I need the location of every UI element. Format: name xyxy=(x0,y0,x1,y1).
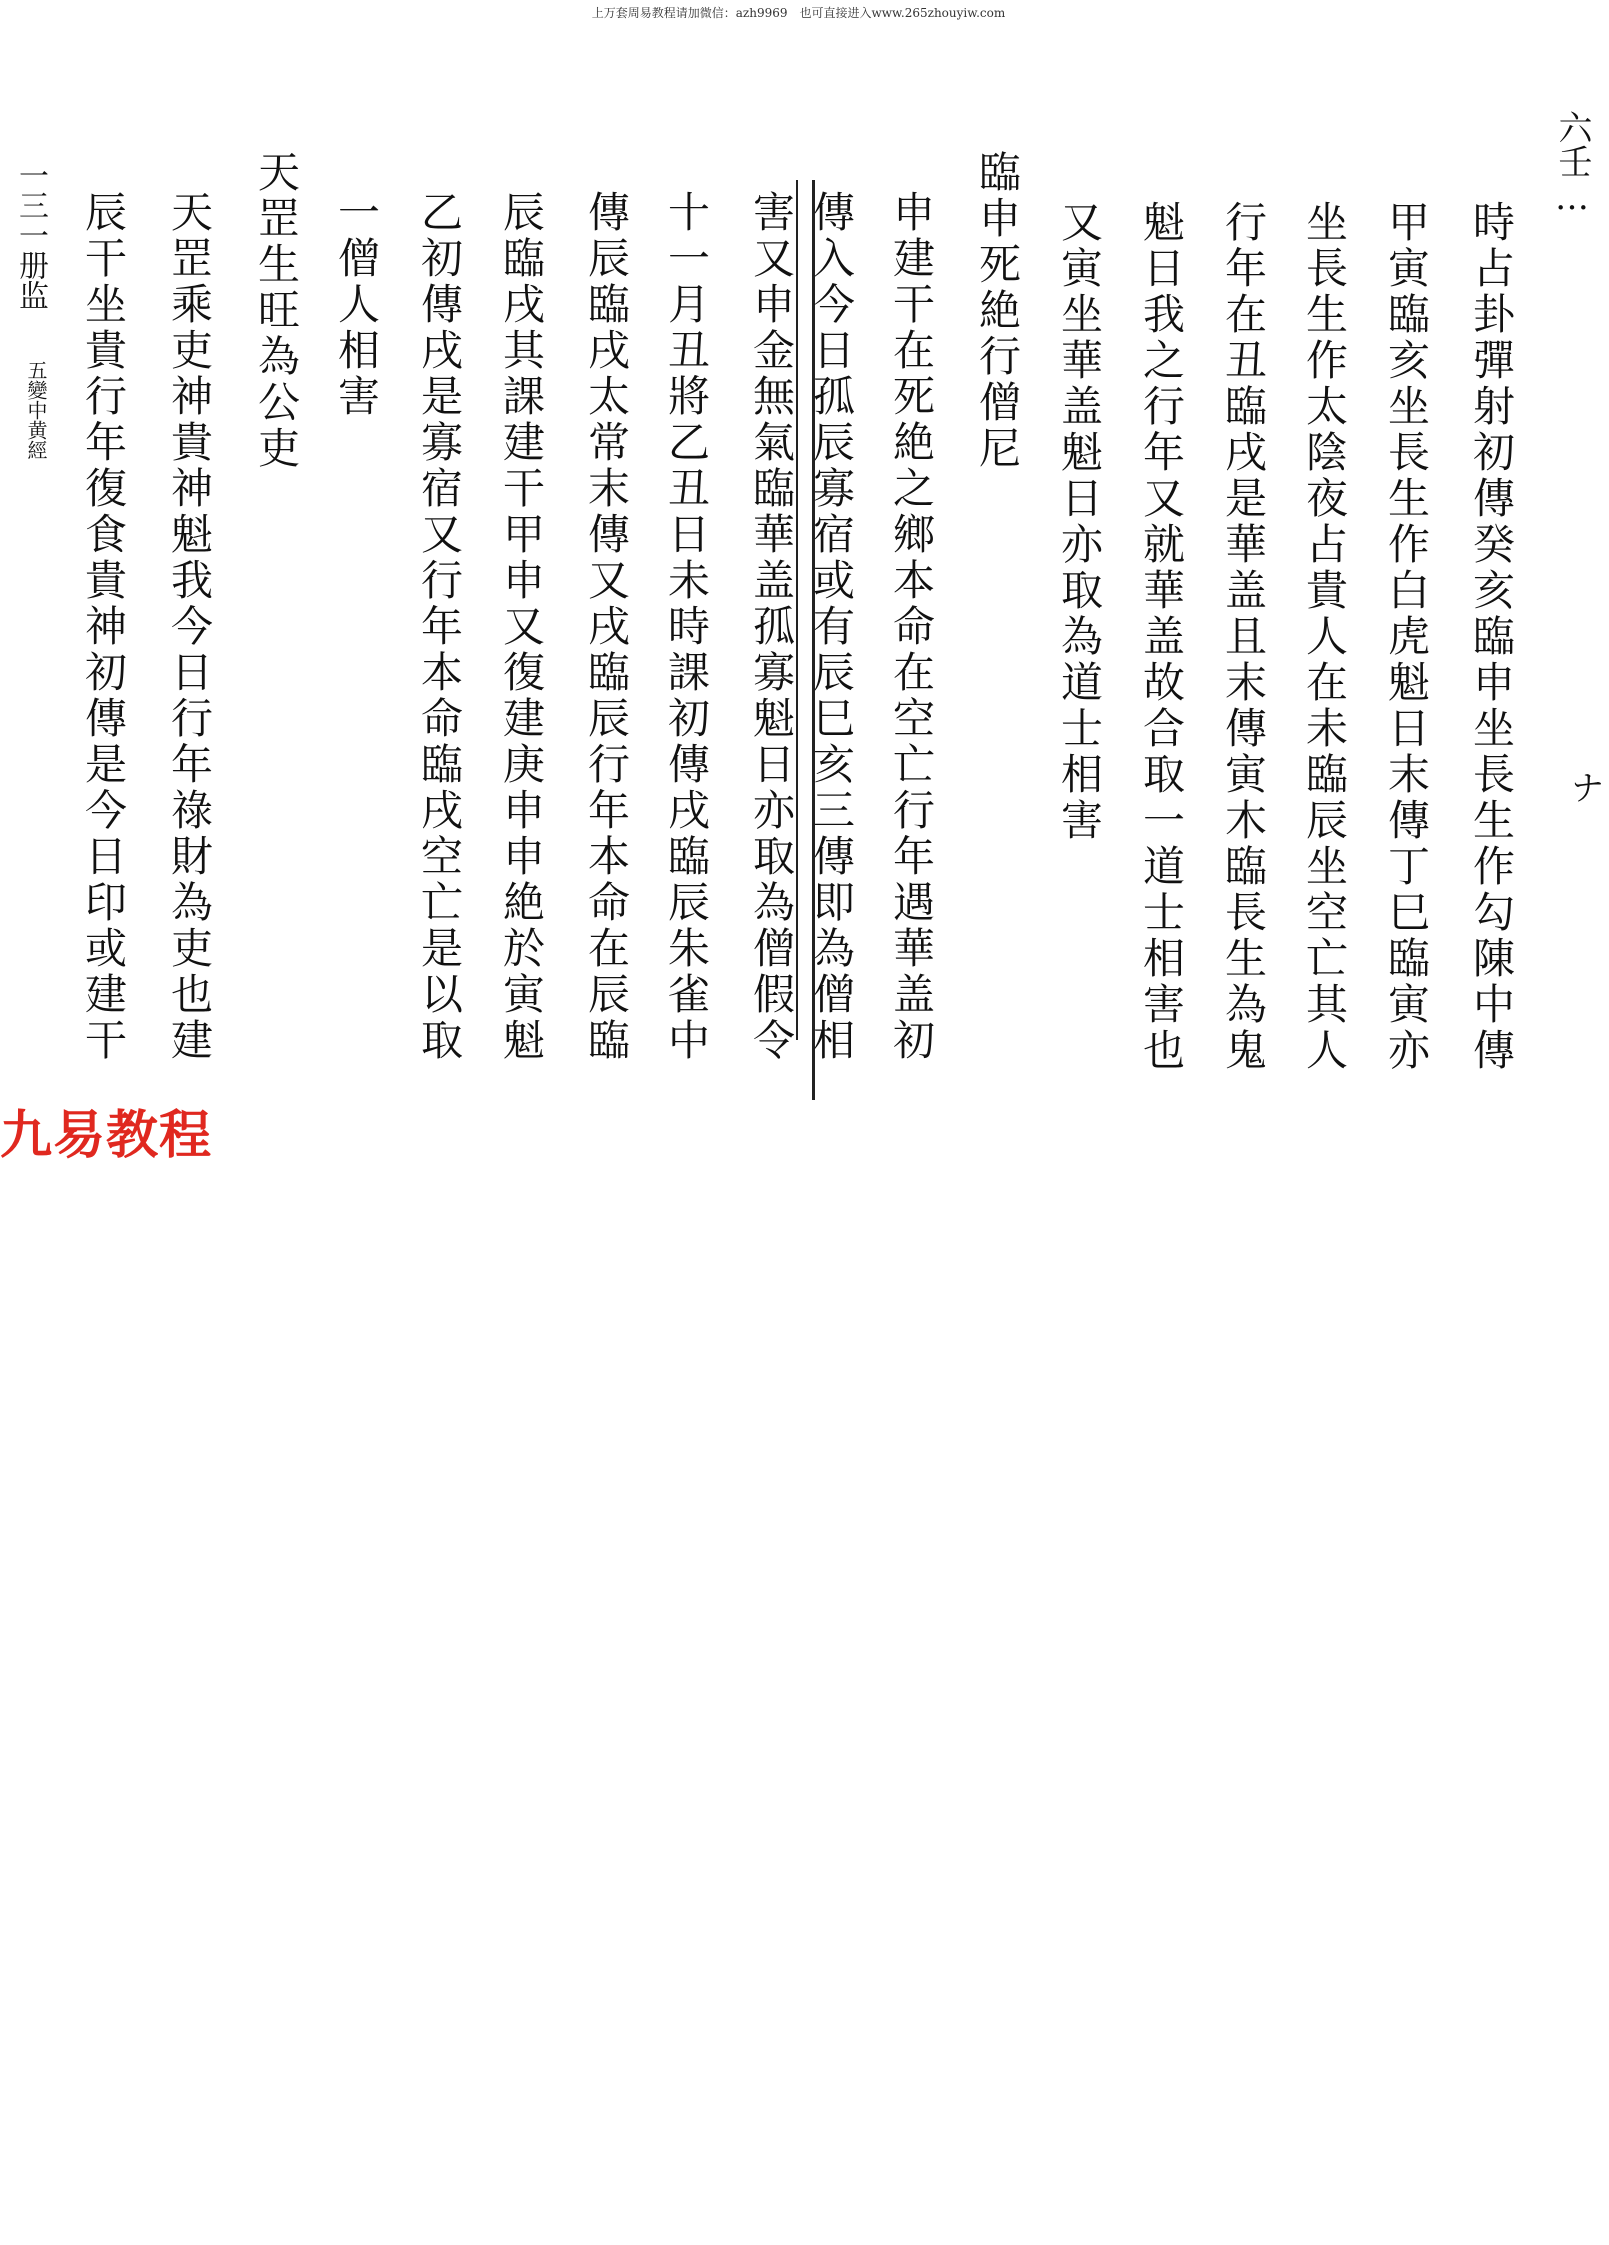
text-column-14: 乙初傳戌是寡宿又行年本命臨戌空亡是以取 xyxy=(415,190,464,1064)
text-column-15: 一僧人相害 xyxy=(332,190,381,420)
text-column-16: 天罡生旺為公吏 xyxy=(252,150,301,472)
text-column-18: 辰干坐貴行年復食貴神初傳是今日印或建干 xyxy=(79,190,128,1064)
text-column-7: 臨申死絶行僧尼 xyxy=(973,150,1022,472)
scanned-page xyxy=(0,110,1604,1074)
text-column-5: 魁日我之行年又就華盖故合取一道士相害也 xyxy=(1137,200,1186,1074)
text-column-10: 害又申金無氣臨華盖孤寡魁日亦取為僧假令 xyxy=(747,190,796,1064)
text-column-2: 甲寅臨亥坐長生作白虎魁日末傳丁巳臨寅亦 xyxy=(1382,200,1431,1074)
text-column-13: 辰臨戌其課建干甲申又復建庚申申絶於寅魁 xyxy=(497,190,546,1064)
text-column-1: 時占卦彈射初傳癸亥臨申坐長生作勾陳中傳 xyxy=(1467,200,1516,1074)
watermark-logo-text: 九易教程 xyxy=(0,1106,213,1166)
text-column-9: 傳入今日孤辰寡宿或有辰巳亥三傳即為僧相 xyxy=(807,190,856,1064)
page-edge-left-small-text: 五變中黄經 xyxy=(24,360,48,460)
text-column-8: 申建干在死絶之鄉本命在空亡行年遇華盖初 xyxy=(887,190,936,1064)
text-column-6: 又寅坐華盖魁日亦取為道士相害 xyxy=(1055,200,1104,844)
text-column-12: 傳辰臨戌太常末傳又戌臨辰行年本命在辰臨 xyxy=(582,190,631,1064)
text-column-4: 行年在丑臨戌是華盖且末傳寅木臨長生為鬼 xyxy=(1219,200,1268,1074)
page-edge-top-text: 六壬… xyxy=(1552,110,1592,218)
text-column-3: 坐長生作太陰夜占貴人在未臨辰坐空亡其人 xyxy=(1300,200,1349,1074)
page-edge-mark: ナ xyxy=(1564,770,1604,804)
text-column-11: 十一月丑將乙丑日未時課初傳戌臨辰朱雀中 xyxy=(662,190,711,1064)
page-edge-left-text: 一三一册监 xyxy=(13,160,48,310)
text-column-17: 天罡乘吏神貴神魁我今日行年祿財為吏也建 xyxy=(165,190,214,1064)
header-note: 上万套周易教程请加微信：azh9969 也可直接进入www.265zhouyiw.com xyxy=(591,6,1006,20)
margin-rule-line-2 xyxy=(796,180,798,1040)
